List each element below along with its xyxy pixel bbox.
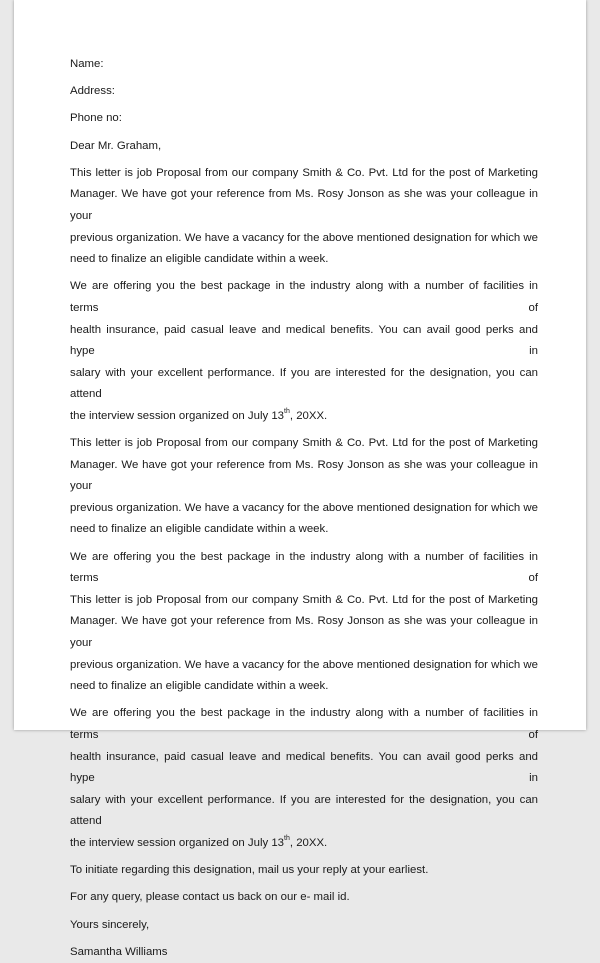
paragraph-line [70,406,538,428]
paragraph-line: Manager. We have got your reference from Ms. Rosy Jonson as she was your colleague in your [70,458,538,493]
paragraph-2 [70,276,538,427]
paragraph-line: This letter is job Proposal from our company Smith & Co. Pvt. Ltd for the post of Marketing [70,437,538,450]
paragraph-line: previous organization. We have a vacancy for the above mentioned designation for which we [70,231,538,244]
paragraph-line: need to finalize an eligible candidate within a week. [70,680,329,693]
address-label: Address: [70,85,115,98]
paragraph-1 [70,163,538,271]
paragraph-line: We are offering you the best package in the industry along with a number of facilities in terms of [70,550,538,585]
date-text: the interview session organized on July 13 [70,409,285,422]
paragraph-line: previous organization. We have a vacancy for the above mentioned designation for which we [70,658,538,671]
paragraph-line: need to finalize an eligible candidate within a week. [70,253,329,266]
paragraph-line: salary with your excellent performance. If you are interested for the designation, you can attend [70,366,538,401]
paragraph-line: health insurance, paid casual leave and medical benefits. You can avail good perks and hype in [70,750,538,785]
paragraph-line: need to finalize an eligible candidate within a week. [70,523,329,536]
paragraph-3 [70,433,538,541]
closing-initiate: To initiate regarding this designation, mail us your reply at your earliest. [70,864,429,877]
date-ordinal: th [284,835,290,843]
letter-body [70,54,538,963]
paragraph-line: This letter is job Proposal from our company Smith & Co. Pvt. Ltd for the post of Marketing [70,166,538,179]
signoff: Yours sincerely, [70,918,150,931]
date-year: , 20XX. [289,836,328,849]
paragraph-line: This letter is job Proposal from our company Smith & Co. Pvt. Ltd for the post of Marketing [70,593,538,606]
paragraph-line: We are offering you the best package in the industry along with a number of facilities in terms of [70,280,538,314]
paragraph-4 [70,547,538,698]
paragraph-line: salary with your excellent performance. If you are interested for the designation, you can attend [70,793,538,828]
signature-name: Samantha Williams [70,945,168,958]
closing-query: For any query, please contact us back on our e- mail id. [70,891,350,904]
paragraph-line: We are offering you the best package in the industry along with a number of facilities in terms of [70,707,538,741]
date-ordinal: th [284,408,290,416]
paragraph-line: Manager. We have got your reference from Ms. Rosy Jonson as she was your colleague in your [70,188,538,222]
paragraph-line [70,833,538,855]
paragraph-line: health insurance, paid casual leave and medical benefits. You can avail good perks and hype in [70,323,538,358]
name-label: Name: [70,58,104,70]
paragraph-5 [70,703,538,854]
letter-page [14,0,586,958]
date-year: , 20XX. [289,409,328,422]
paragraph-line: Manager. We have got your reference from Ms. Rosy Jonson as she was your colleague in your [70,615,538,649]
date-text: the interview session organized on July 13 [70,836,285,849]
phone-label: Phone no: [70,112,122,125]
salutation: Dear Mr. Graham, [70,139,162,152]
paragraph-line: previous organization. We have a vacancy for the above mentioned designation for which we [70,501,538,514]
